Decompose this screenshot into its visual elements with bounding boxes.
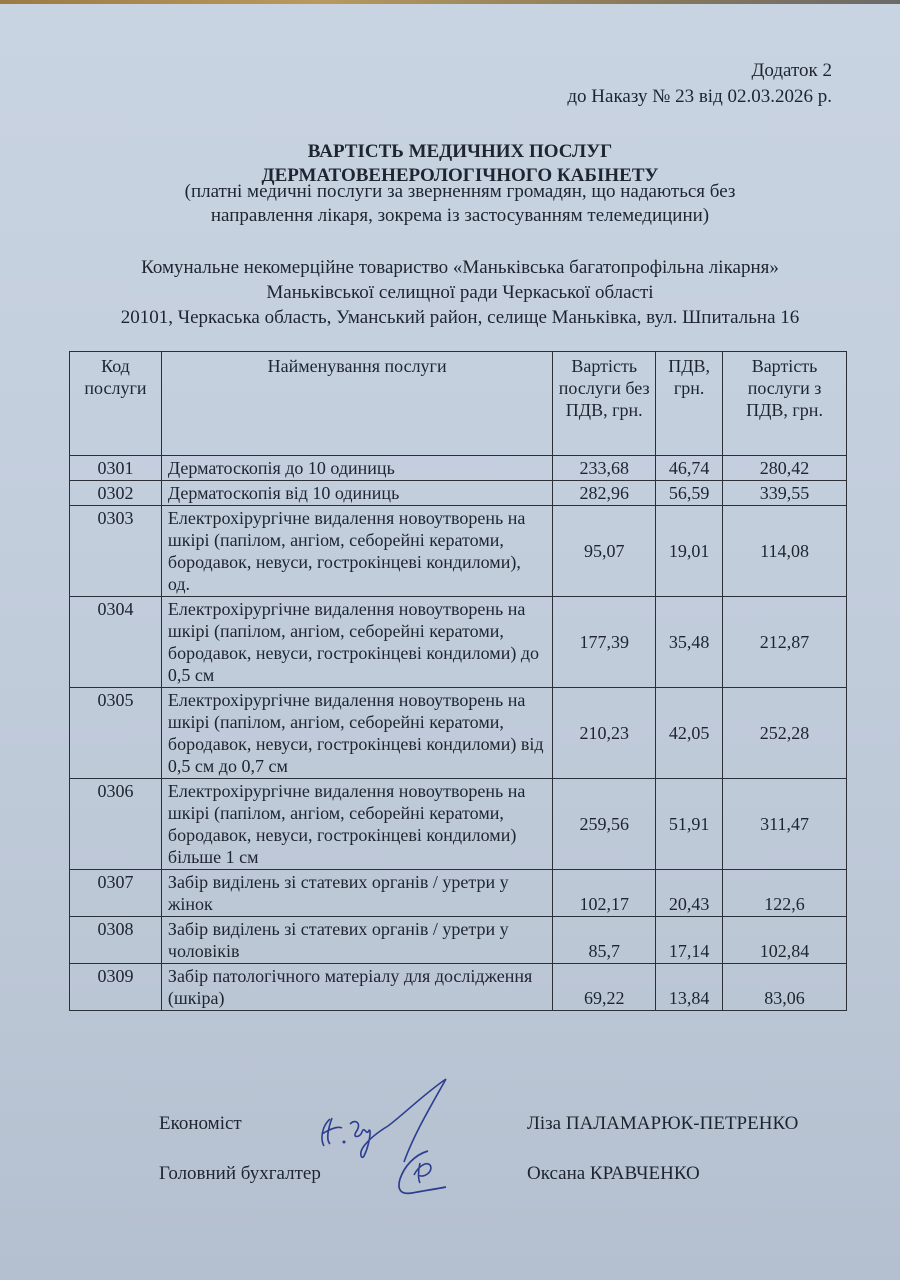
cell-price-with-vat: 280,42 bbox=[723, 456, 847, 481]
table-row bbox=[70, 917, 847, 964]
table-row bbox=[70, 481, 847, 506]
cell-price-with-vat: 122,6 bbox=[723, 870, 847, 917]
cell-vat: 51,91 bbox=[656, 779, 723, 870]
cell-code: 0307 bbox=[70, 870, 162, 917]
table-row bbox=[70, 456, 847, 481]
services-price-table bbox=[69, 351, 847, 1011]
cell-price-no-vat: 210,23 bbox=[553, 688, 656, 779]
cell-code: 0309 bbox=[70, 964, 162, 1011]
header-price-with-vat: Вартість послуги з ПДВ, грн. bbox=[723, 352, 847, 456]
cell-price-with-vat: 102,84 bbox=[723, 917, 847, 964]
cell-price-with-vat: 114,08 bbox=[723, 506, 847, 597]
cell-code: 0305 bbox=[70, 688, 162, 779]
signatory-name: Ліза ПАЛАМАРЮК-ПЕТРЕНКО bbox=[527, 1113, 799, 1134]
cell-vat: 13,84 bbox=[656, 964, 723, 1011]
cell-name: Електрохірургічне видалення новоутворень на шкірі (папілом, ангіом, себорейні кератоми, бородавок, невуси, гострокінцеві кондиломи) до 0,5 см bbox=[161, 597, 552, 688]
cell-code: 0304 bbox=[70, 597, 162, 688]
cell-price-no-vat: 95,07 bbox=[553, 506, 656, 597]
cell-code: 0308 bbox=[70, 917, 162, 964]
cell-price-no-vat: 69,22 bbox=[553, 964, 656, 1011]
appendix-reference bbox=[567, 58, 832, 110]
signatory-name: Оксана КРАВЧЕНКО bbox=[527, 1163, 700, 1184]
cell-name: Дерматоскопія до 10 одиниць bbox=[161, 456, 552, 481]
cell-name: Забір виділень зі статевих органів / уретри у чоловіків bbox=[161, 917, 552, 964]
header-vat: ПДВ, грн. bbox=[656, 352, 723, 456]
table-header-row bbox=[70, 352, 847, 456]
header-name: Найменування послуги bbox=[161, 352, 552, 456]
cell-name: Електрохірургічне видалення новоутворень на шкірі (папілом, ангіом, себорейні кератоми, бородавок, невуси, гострокінцеві кондиломи), од. bbox=[161, 506, 552, 597]
cell-price-with-vat: 339,55 bbox=[723, 481, 847, 506]
cell-vat: 20,43 bbox=[656, 870, 723, 917]
table-row bbox=[70, 506, 847, 597]
cell-price-no-vat: 177,39 bbox=[553, 597, 656, 688]
signatory-role: Економіст bbox=[159, 1113, 242, 1134]
title-line-1: ВАРТІСТЬ МЕДИЧНИХ ПОСЛУГ bbox=[307, 141, 613, 162]
title-line-2: ДЕРМАТОВЕНЕРОЛОГІЧНОГО КАБІНЕТУ bbox=[261, 165, 659, 186]
table-row bbox=[70, 688, 847, 779]
organization-address: 20101, Черкаська область, Уманський район, селище Маньківка, вул. Шпитальна 16 bbox=[120, 307, 800, 328]
header-code: Код послуги bbox=[70, 352, 162, 456]
cell-price-no-vat: 282,96 bbox=[553, 481, 656, 506]
appendix-number: Додаток 2 bbox=[751, 60, 832, 81]
cell-code: 0301 bbox=[70, 456, 162, 481]
cell-price-with-vat: 252,28 bbox=[723, 688, 847, 779]
table-row bbox=[70, 779, 847, 870]
table-row bbox=[70, 597, 847, 688]
cell-price-with-vat: 212,87 bbox=[723, 597, 847, 688]
organization-name: Комунальне некомерційне товариство «Маньківська багатопрофільна лікарня» bbox=[141, 257, 779, 278]
subtitle-line-2: направлення лікаря, зокрема із застосуванням телемедицини) bbox=[210, 205, 710, 226]
cell-vat: 35,48 bbox=[656, 597, 723, 688]
cell-name: Електрохірургічне видалення новоутворень на шкірі (папілом, ангіом, себорейні кератоми, бородавок, невуси, гострокінцеві кондиломи) від 0,5 см до 0,7 см bbox=[161, 688, 552, 779]
order-reference: до Наказу № 23 від 02.03.2026 р. bbox=[567, 86, 832, 107]
cell-code: 0306 bbox=[70, 779, 162, 870]
organization-authority: Маньківської селищної ради Черкаської області bbox=[266, 282, 654, 303]
organization-block bbox=[60, 255, 860, 330]
cell-price-with-vat: 311,47 bbox=[723, 779, 847, 870]
cell-price-no-vat: 233,68 bbox=[553, 456, 656, 481]
document-subtitle bbox=[60, 180, 860, 228]
signatory-role: Головний бухгалтер bbox=[159, 1163, 321, 1184]
table-row bbox=[70, 964, 847, 1011]
cell-vat: 56,59 bbox=[656, 481, 723, 506]
table-row bbox=[70, 870, 847, 917]
subtitle-line-1: (платні медичні послуги за зверненням громадян, що надаються без bbox=[184, 181, 736, 202]
cell-vat: 46,74 bbox=[656, 456, 723, 481]
cell-name: Електрохірургічне видалення новоутворень на шкірі (папілом, ангіом, себорейні кератоми, бородавок, невуси, гострокінцеві кондиломи) більше 1 см bbox=[161, 779, 552, 870]
cell-name: Забір виділень зі статевих органів / уретри у жінок bbox=[161, 870, 552, 917]
chief-accountant-signature bbox=[388, 1145, 458, 1205]
cell-code: 0303 bbox=[70, 506, 162, 597]
header-price-no-vat: Вартість послуги без ПДВ, грн. bbox=[553, 352, 656, 456]
cell-price-no-vat: 259,56 bbox=[553, 779, 656, 870]
cell-vat: 17,14 bbox=[656, 917, 723, 964]
cell-price-with-vat: 83,06 bbox=[723, 964, 847, 1011]
cell-name: Дерматоскопія від 10 одиниць bbox=[161, 481, 552, 506]
cell-vat: 19,01 bbox=[656, 506, 723, 597]
cell-code: 0302 bbox=[70, 481, 162, 506]
cell-name: Забір патологічного матеріалу для дослідження (шкіра) bbox=[161, 964, 552, 1011]
cell-price-no-vat: 102,17 bbox=[553, 870, 656, 917]
cell-vat: 42,05 bbox=[656, 688, 723, 779]
cell-price-no-vat: 85,7 bbox=[553, 917, 656, 964]
